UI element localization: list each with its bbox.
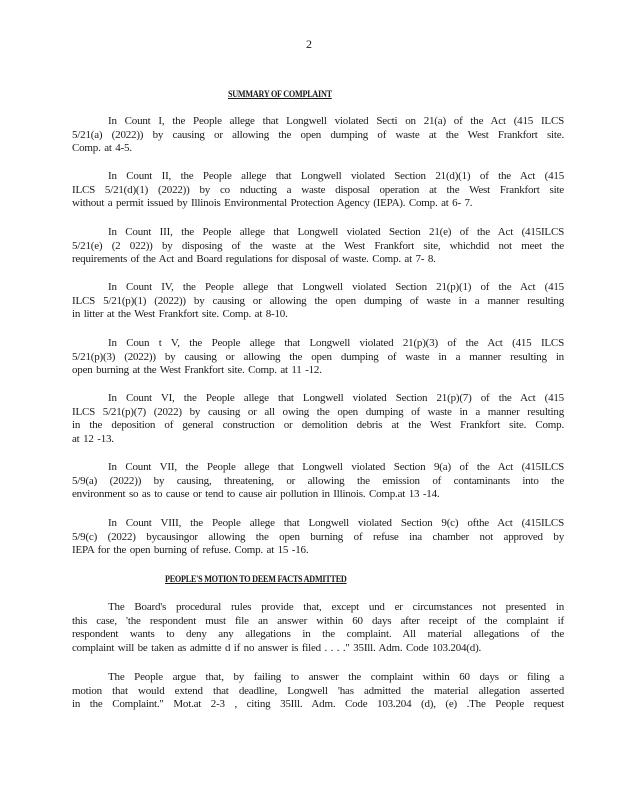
count-7-paragraph <box>72 461 564 502</box>
paragraph-line: In Count VIII, the People allege that Longwell violated Section 9(c) ofthe Act (415ILCS <box>108 517 564 529</box>
count-6-paragraph <box>72 392 564 446</box>
paragraph-line: In Count II, the People allege that Longwell violated Section 21(d)(1) of the Act (415 <box>108 170 564 182</box>
paragraph-line: requirements of the Act and Board regulations for disposal of waste. Comp. at 7- 8. <box>72 253 436 266</box>
paragraph-line: 5/21(e) (2 022)) by disposing of the waste at the West Frankfort site, whichdid not meet the <box>72 239 564 252</box>
paragraph-line: 5/9(c) (2022) bycausingor allowing the open burning of refuse ina chamber not approved by <box>72 530 564 543</box>
paragraph-line: at 12 -13. <box>72 432 114 445</box>
page-number: 2 <box>306 37 312 51</box>
count-4-paragraph <box>72 281 564 322</box>
paragraph-line: In Count III, the People allege that Longwell violated Section 21(e) of the Act (415ILCS <box>108 226 564 238</box>
motion-to-deem-facts-admitted-heading: PEOPLE'S MOTION TO DEEM FACTS ADMITTED <box>165 575 347 585</box>
paragraph-line: 5/21(p)(3) (2022)) by causing or allowing the open dumping of waste in a manner resulting in <box>72 350 564 363</box>
paragraph-line: In Count VII, the People allege that Longwell violated Section 9(a) of the Act (415ILCS <box>108 461 564 473</box>
paragraph-line: In Coun t V, the People allege that Longwell violated 21(p)(3) of the Act (415 ILCS <box>108 337 564 349</box>
paragraph-line: ILCS 5/21(d)(1) (2022)) by co nducting a waste disposal operation at the West Frankfort site <box>72 183 564 196</box>
paragraph-line: ILCS 5/21(p)(1) (2022)) by causing or allowing the open dumping of waste in a manner resulting <box>72 294 564 307</box>
paragraph-line: environment so as to cause or tend to cause air pollution in Illinois. Comp.at 13 -14. <box>72 488 440 501</box>
paragraph-line: In Count IV, the People allege that Longwell violated Section 21(p)(1) of the Act (415 <box>108 281 564 293</box>
paragraph-line: In Count I, the People allege that Longwell violated Secti on 21(a) of the Act (415 ILCS <box>108 115 564 127</box>
paragraph-line: complaint will be taken as admitte d if no answer is filed . . . ." 35Ill. Adm. Code 103.204(d). <box>72 641 482 654</box>
count-5-paragraph <box>72 337 564 378</box>
paragraph-line: ILCS 5/21(p)(7) (2022) by causing or all owing the open dumping of waste in a manner resulting <box>72 405 564 418</box>
count-2-paragraph <box>72 170 564 211</box>
paragraph-line: 5/21(a) (2022)) by causing or allowing the open dumping of waste at the West Frankfort site. <box>72 128 564 141</box>
paragraph-line: motion that would extend that deadline, Longwell 'has admitted the material allegation asserted <box>72 684 564 697</box>
paragraph-line: Comp. at 4-5. <box>72 142 132 155</box>
count-1-paragraph <box>72 115 564 156</box>
paragraph-line: in the Complaint." Mot.at 2-3 , citing 35Ill. Adm. Code 103.204 (d), (e) .The People request <box>72 698 564 711</box>
summary-of-complaint-heading: SUMMARY OF COMPLAINT <box>228 90 332 100</box>
paragraph-line: this case, 'the respondent must file an answer within 60 days after receipt of the complaint if <box>72 614 564 627</box>
paragraph-line: In Count VI, the People allege that Longwell violated Section 21(p)(7) of the Act (415 <box>108 392 564 404</box>
procedural-rules-paragraph <box>72 601 564 655</box>
paragraph-line: The People argue that, by failing to answer the complaint within 60 days or filing a <box>108 671 564 683</box>
paragraph-line: IEPA for the open burning of refuse. Comp. at 15 -16. <box>72 544 309 557</box>
paragraph-line: without a permit issued by Illinois Environmental Protection Agency (IEPA). Comp. at 6- 7. <box>72 197 473 210</box>
count-3-paragraph <box>72 226 564 267</box>
paragraph-line: open burning at the West Frankfort site. Comp. at 11 -12. <box>72 364 322 377</box>
paragraph-line: The Board's procedural rules provide that, except und er circumstances not presented in <box>108 601 564 613</box>
paragraph-line: respondent wants to deny any allegations in the complaint. All material allegations of the <box>72 628 564 641</box>
paragraph-line: in litter at the West Frankfort site. Comp. at 8-10. <box>72 308 288 321</box>
paragraph-line: 5/9(a) (2022)) by causing, threatening, or allowing the emission of contaminants into the <box>72 474 564 487</box>
paragraph-line: in the deposition of general construction or demolition debris at the West Frankfort site. Comp. <box>72 419 564 432</box>
people-argue-paragraph <box>72 671 564 712</box>
count-8-paragraph <box>72 517 564 558</box>
